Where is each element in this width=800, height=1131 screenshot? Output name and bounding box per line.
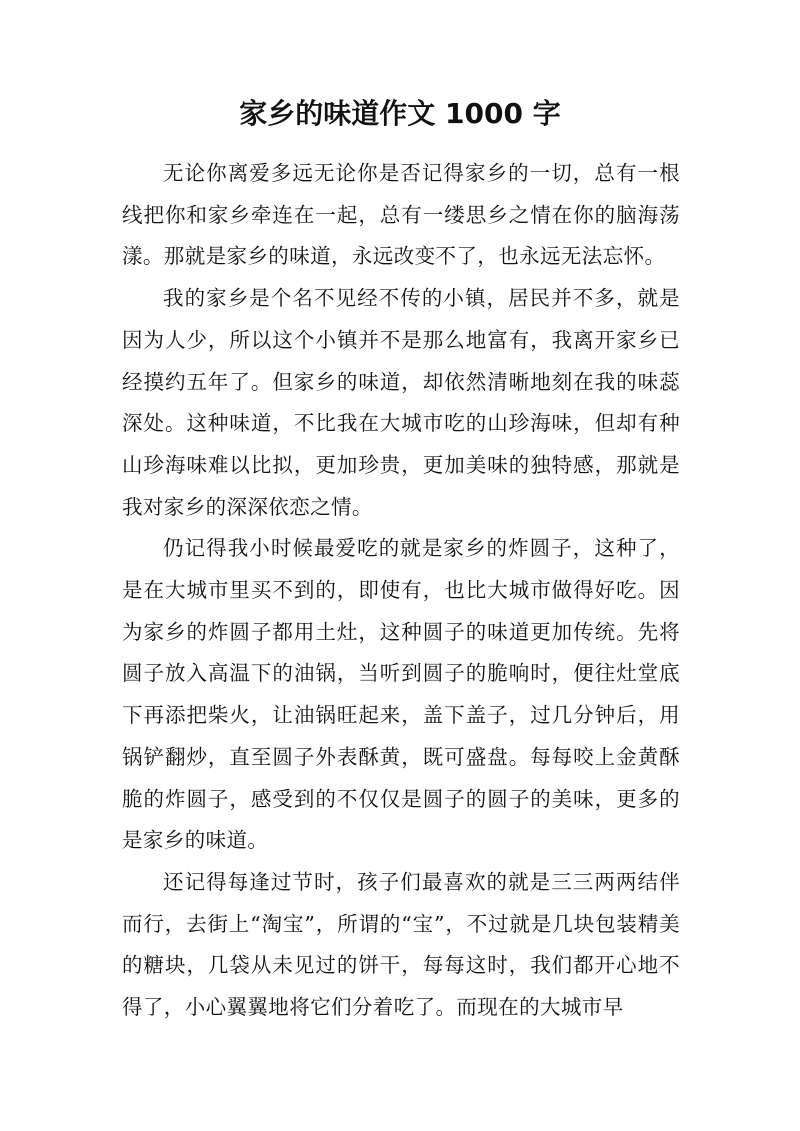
paragraph: 仍记得我小时候最爱吃的就是家乡的炸圆子，这种了，是在大城市里买不到的，即使有，也比大城市做得好吃。因为家乡的炸圆子都用土灶，这种圆子的味道更加传统。先将圆子放入高温下的油锅，当听到圆子的脆响时，便往灶堂底下再添把柴火，让油锅旺起来，盖下盖子，过几分钟后，用锅铲翻炒，直至圆子外表酥黄，既可盛盘。每每咬上金黄酥脆的炸圆子，感受到的不仅仅是圆子的圆子的美味，更多的是家乡的味道。 xyxy=(122,536,680,853)
paragraph: 还记得每逢过节时，孩子们最喜欢的就是三三两两结伴而行，去街上“淘宝”，所谓的“宝”，不过就是几块包装精美的糖块，几袋从未见过的饼干，每每这时，我们都开心地不得了，小心翼翼地将它们分着吃了。而现在的大城市早 xyxy=(122,869,680,1020)
paragraph: 无论你离爱多远无论你是否记得家乡的一切，总有一根线把你和家乡牵连在一起，总有一缕思乡之情在你的脑海荡漾。那就是家乡的味道，永远改变不了，也永远无法忘怀。 xyxy=(122,161,680,269)
document-title: 家乡的味道作文 1000 字 xyxy=(239,97,561,130)
document-body xyxy=(122,153,680,1029)
paragraph: 我的家乡是个名不见经不传的小镇，居民并不多，就是因为人少，所以这个小镇并不是那么地富有，我离开家乡已经摸约五年了。但家乡的味道，却依然清晰地刻在我的味蕊深处。这种味道，不比我在大城市吃的山珍海味，但却有种山珍海味难以比拟，更加珍贵，更加美味的独特感，那就是我对家乡的深深依恋之情。 xyxy=(122,286,680,519)
